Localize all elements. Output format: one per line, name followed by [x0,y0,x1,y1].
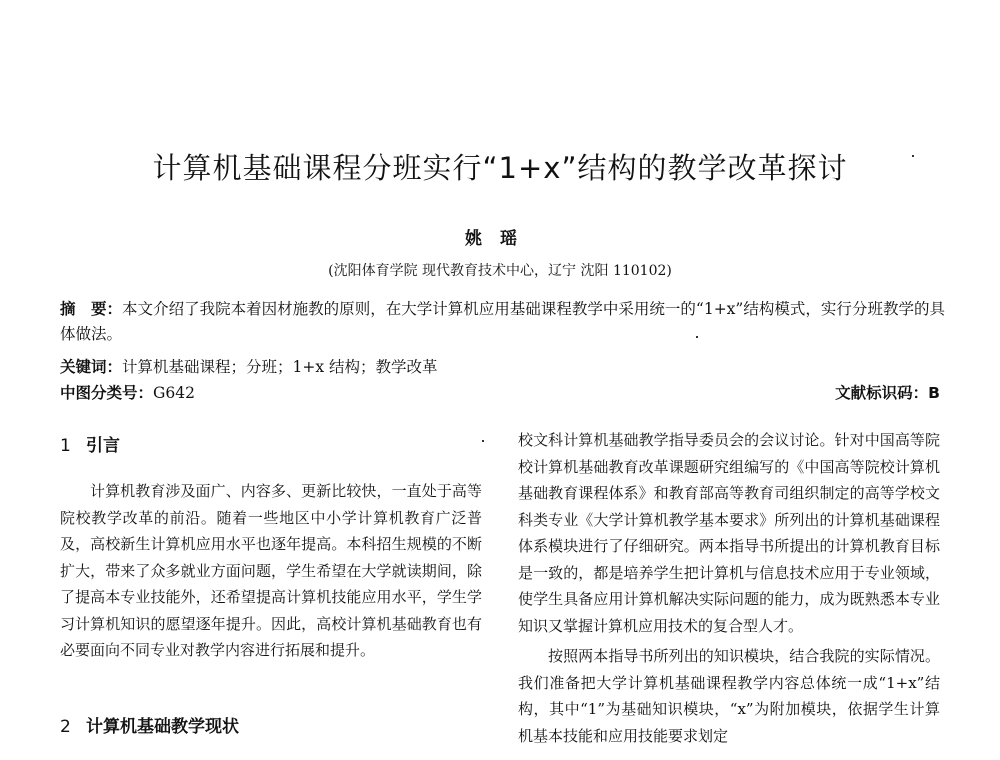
keywords-text: 计算机基础课程；分班；1+x 结构；教学改革 [122,358,438,376]
scan-speck [696,336,698,338]
section-title: 计算机基础教学现状 [86,717,239,737]
document-code-label: 文献标识码： [835,384,929,402]
section-number: 1 [60,436,71,456]
keywords [60,355,945,379]
abstract-label: 摘 要： [60,300,123,318]
introduction-paragraph: 计算机教育涉及面广、内容多、更新比较快，一直处于高等院校教学改革的前沿。随着一些地区中小学计算机教育广泛普及，高校新生计算机应用水平也逐年提高。本科招生规模的不断扩大，带来了众多就业方面问题，学生希望在大学就读期间，除了提高本专业技能外，还希望提高计算机技能应用水平，学生学习计算机知识的愿望逐年提升。因此，高校计算机基础教育也有必要面向不同专业对教学内容进行拓展和提升。 [60,482,482,659]
right-column [518,427,940,749]
classification-number [60,381,195,405]
section-number: 2 [60,717,71,737]
keywords-label: 关键词： [60,358,123,376]
author-name: 姚瑶 [465,229,535,249]
abstract [60,297,945,347]
classification-label: 中图分类号： [60,384,154,402]
abstract-text: 本文介绍了我院本着因材施教的原则，在大学计算机应用基础课程教学中采用统一的“1+x”结构模式，实行分班教学的具体做法。 [60,300,945,343]
section-heading-status [60,712,239,737]
right-paragraph-modules: 按照两本指导书所列出的知识模块，结合我院的实际情况。我们准备把大学计算机基础课程教学内容总体统一成“1+x”结构，其中“1”为基础知识模块，“x”为附加模块，依据学生计算机基本技能和应用技能要求划定 [518,647,940,745]
author-affiliation: (沈阳体育学院 现代教育技术中心，辽宁 沈阳 110102) [328,263,672,279]
scan-speck [912,155,914,157]
section-title: 引言 [86,436,120,456]
left-column [60,478,482,664]
classification-value: G642 [153,384,195,402]
paper-title: 计算机基础课程分班实行“1+x”结构的教学改革探讨 [152,151,848,185]
right-paragraph-continued: 校文科计算机基础教学指导委员会的会议讨论。针对中国高等院校计算机基础教育改革课题研究组编写的《中国高等院校计算机基础教育课程体系》和教育部高等教育司组织制定的高等学校文科类专业《大学计算机教学基本要求》所列出的计算机基础课程体系模块进行了仔细研究。两本指导书所提出的计算机教育目标是一致的，都是培养学生把计算机与信息技术应用于专业领域，使学生具备应用计算机解决实际问题的能力，成为既熟悉本专业知识又掌握计算机应用技术的复合型人才。 [518,431,940,635]
section-heading-introduction [60,431,120,456]
document-code-value: B [928,384,940,402]
scan-speck [482,440,484,442]
document-code [835,381,940,405]
